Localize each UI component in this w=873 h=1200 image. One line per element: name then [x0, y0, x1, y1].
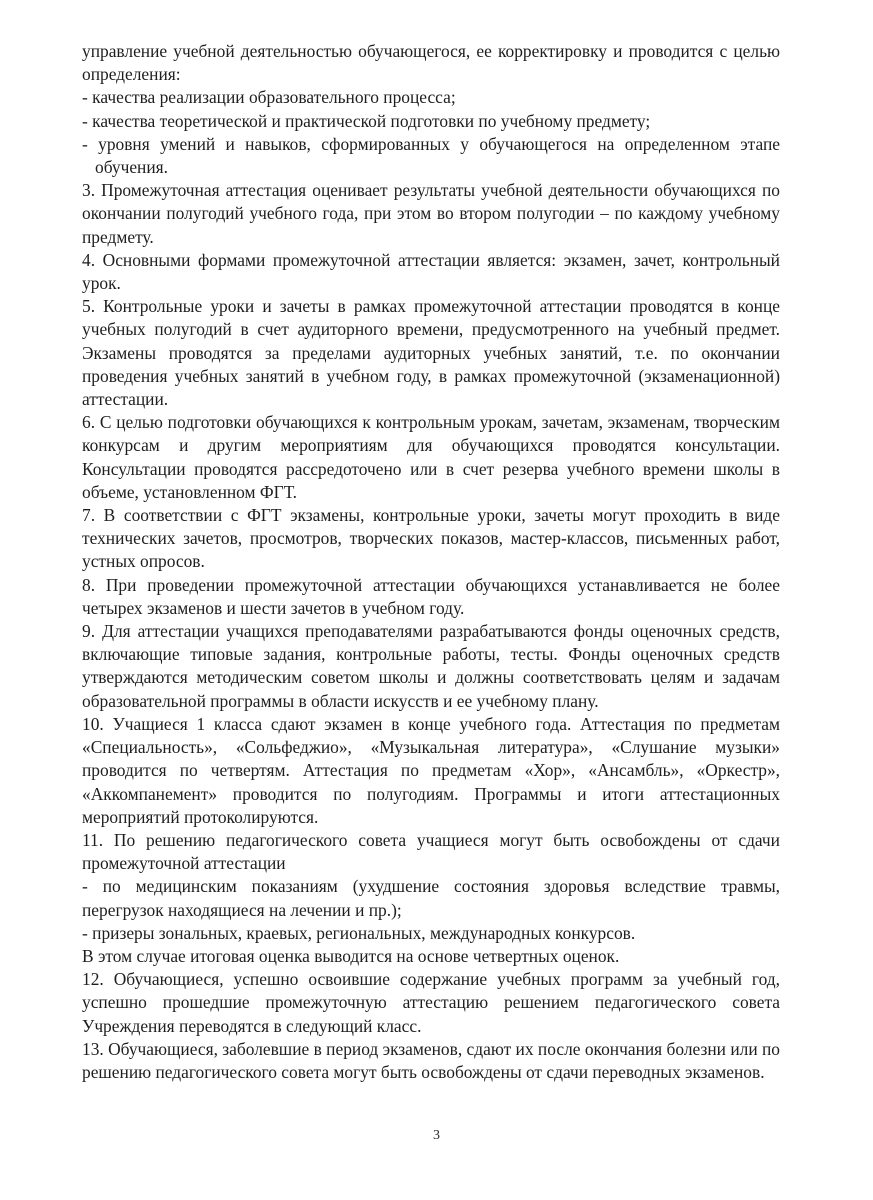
paragraph-11: 11. По решению педагогического совета учащиеся могут быть освобождены от сдачи промежуточной аттестации	[82, 829, 780, 874]
list-item-skills-level: - уровня умений и навыков, сформированных у обучающегося на определенном этапе обучения.	[82, 133, 780, 178]
paragraph-12: 12. Обучающиеся, успешно освоившие содержание учебных программ за учебный год, успешно прошедшие промежуточную аттестацию решением педагогического совета Учреждения переводятся в следующий класс.	[82, 969, 780, 1036]
paragraph-9: 9. Для аттестации учащихся преподавателями разрабатываются фонды оценочных средств, включающие типовые задания, контрольные работы, тесты. Фонды оценочных средств утверждаются методическим советом школы и должны соответствовать целям и задачам образовательной программы в области искусств и ее учебному плану.	[82, 621, 780, 711]
list-item-medical: - по медицинским показаниям (ухудшение состояния здоровья вследствие травмы, перегрузок находящиеся на лечении и пр.);	[82, 876, 780, 920]
page-number: 3	[433, 1128, 440, 1143]
document-body	[82, 40, 780, 1084]
list-item-quality-process: - качества реализации образовательного процесса;	[82, 87, 456, 108]
paragraph-11-note: В этом случае итоговая оценка выводится на основе четвертных оценок.	[82, 945, 620, 966]
paragraph-5: 5. Контрольные уроки и зачеты в рамках промежуточной аттестации проводятся в конце учебных полугодий в счет аудиторного времени, предусмотренного на учебный предмет. Экзамены проводятся за пределами аудиторных учебных занятий, т.е. по окончании проведения учебных занятий в учебном году, в рамках промежуточной (экзаменационной) аттестации.	[82, 296, 780, 410]
paragraph-6: 6. С целью подготовки обучающихся к контрольным урокам, зачетам, экзаменам, творческим конкурсам и другим мероприятиям для обучающихся проводятся консультации. Консультации проводятся рассредоточено или в счет резерва учебного времени школы в объеме, установленном ФГТ.	[82, 412, 780, 502]
paragraph-10: 10. Учащиеся 1 класса сдают экзамен в конце учебного года. Аттестация по предметам «Специальность», «Сольфеджио», «Музыкальная литература», «Слушание музыки» проводится по четвертям. Аттестация по предметам «Хор», «Ансамбль», «Оркестр», «Аккомпанемент» проводится по полугодиям. Программы и итоги аттестационных мероприятий протоколируются.	[82, 713, 780, 827]
paragraph-7: 7. В соответствии с ФГТ экзамены, контрольные уроки, зачеты могут проходить в виде технических зачетов, просмотров, творческих показов, мастер-классов, письменных работ, устных опросов.	[82, 505, 780, 572]
paragraph-intro-continuation: управление учебной деятельностью обучающегося, ее корректировку и проводится с целью определения:	[82, 41, 780, 85]
list-item-contest-winners: - призеры зональных, краевых, региональных, международных конкурсов.	[82, 922, 636, 943]
paragraph-8: 8. При проведении промежуточной аттестации обучающихся устанавливается не более четырех экзаменов и шести зачетов в учебном году.	[82, 574, 780, 618]
list-item-quality-training: - качества теоретической и практической подготовки по учебному предмету;	[82, 110, 651, 131]
paragraph-3: 3. Промежуточная аттестация оценивает результаты учебной деятельности обучающихся по окончании полугодий учебного года, при этом во втором полугодии – по каждому учебному предмету.	[82, 180, 780, 247]
paragraph-13: 13. Обучающиеся, заболевшие в период экзаменов, сдают их после окончания болезни или по решению педагогического совета могут быть освобождены от сдачи переводных экзаменов.	[82, 1038, 780, 1082]
paragraph-4: 4. Основными формами промежуточной аттестации является: экзамен, зачет, контрольный урок.	[82, 249, 780, 294]
